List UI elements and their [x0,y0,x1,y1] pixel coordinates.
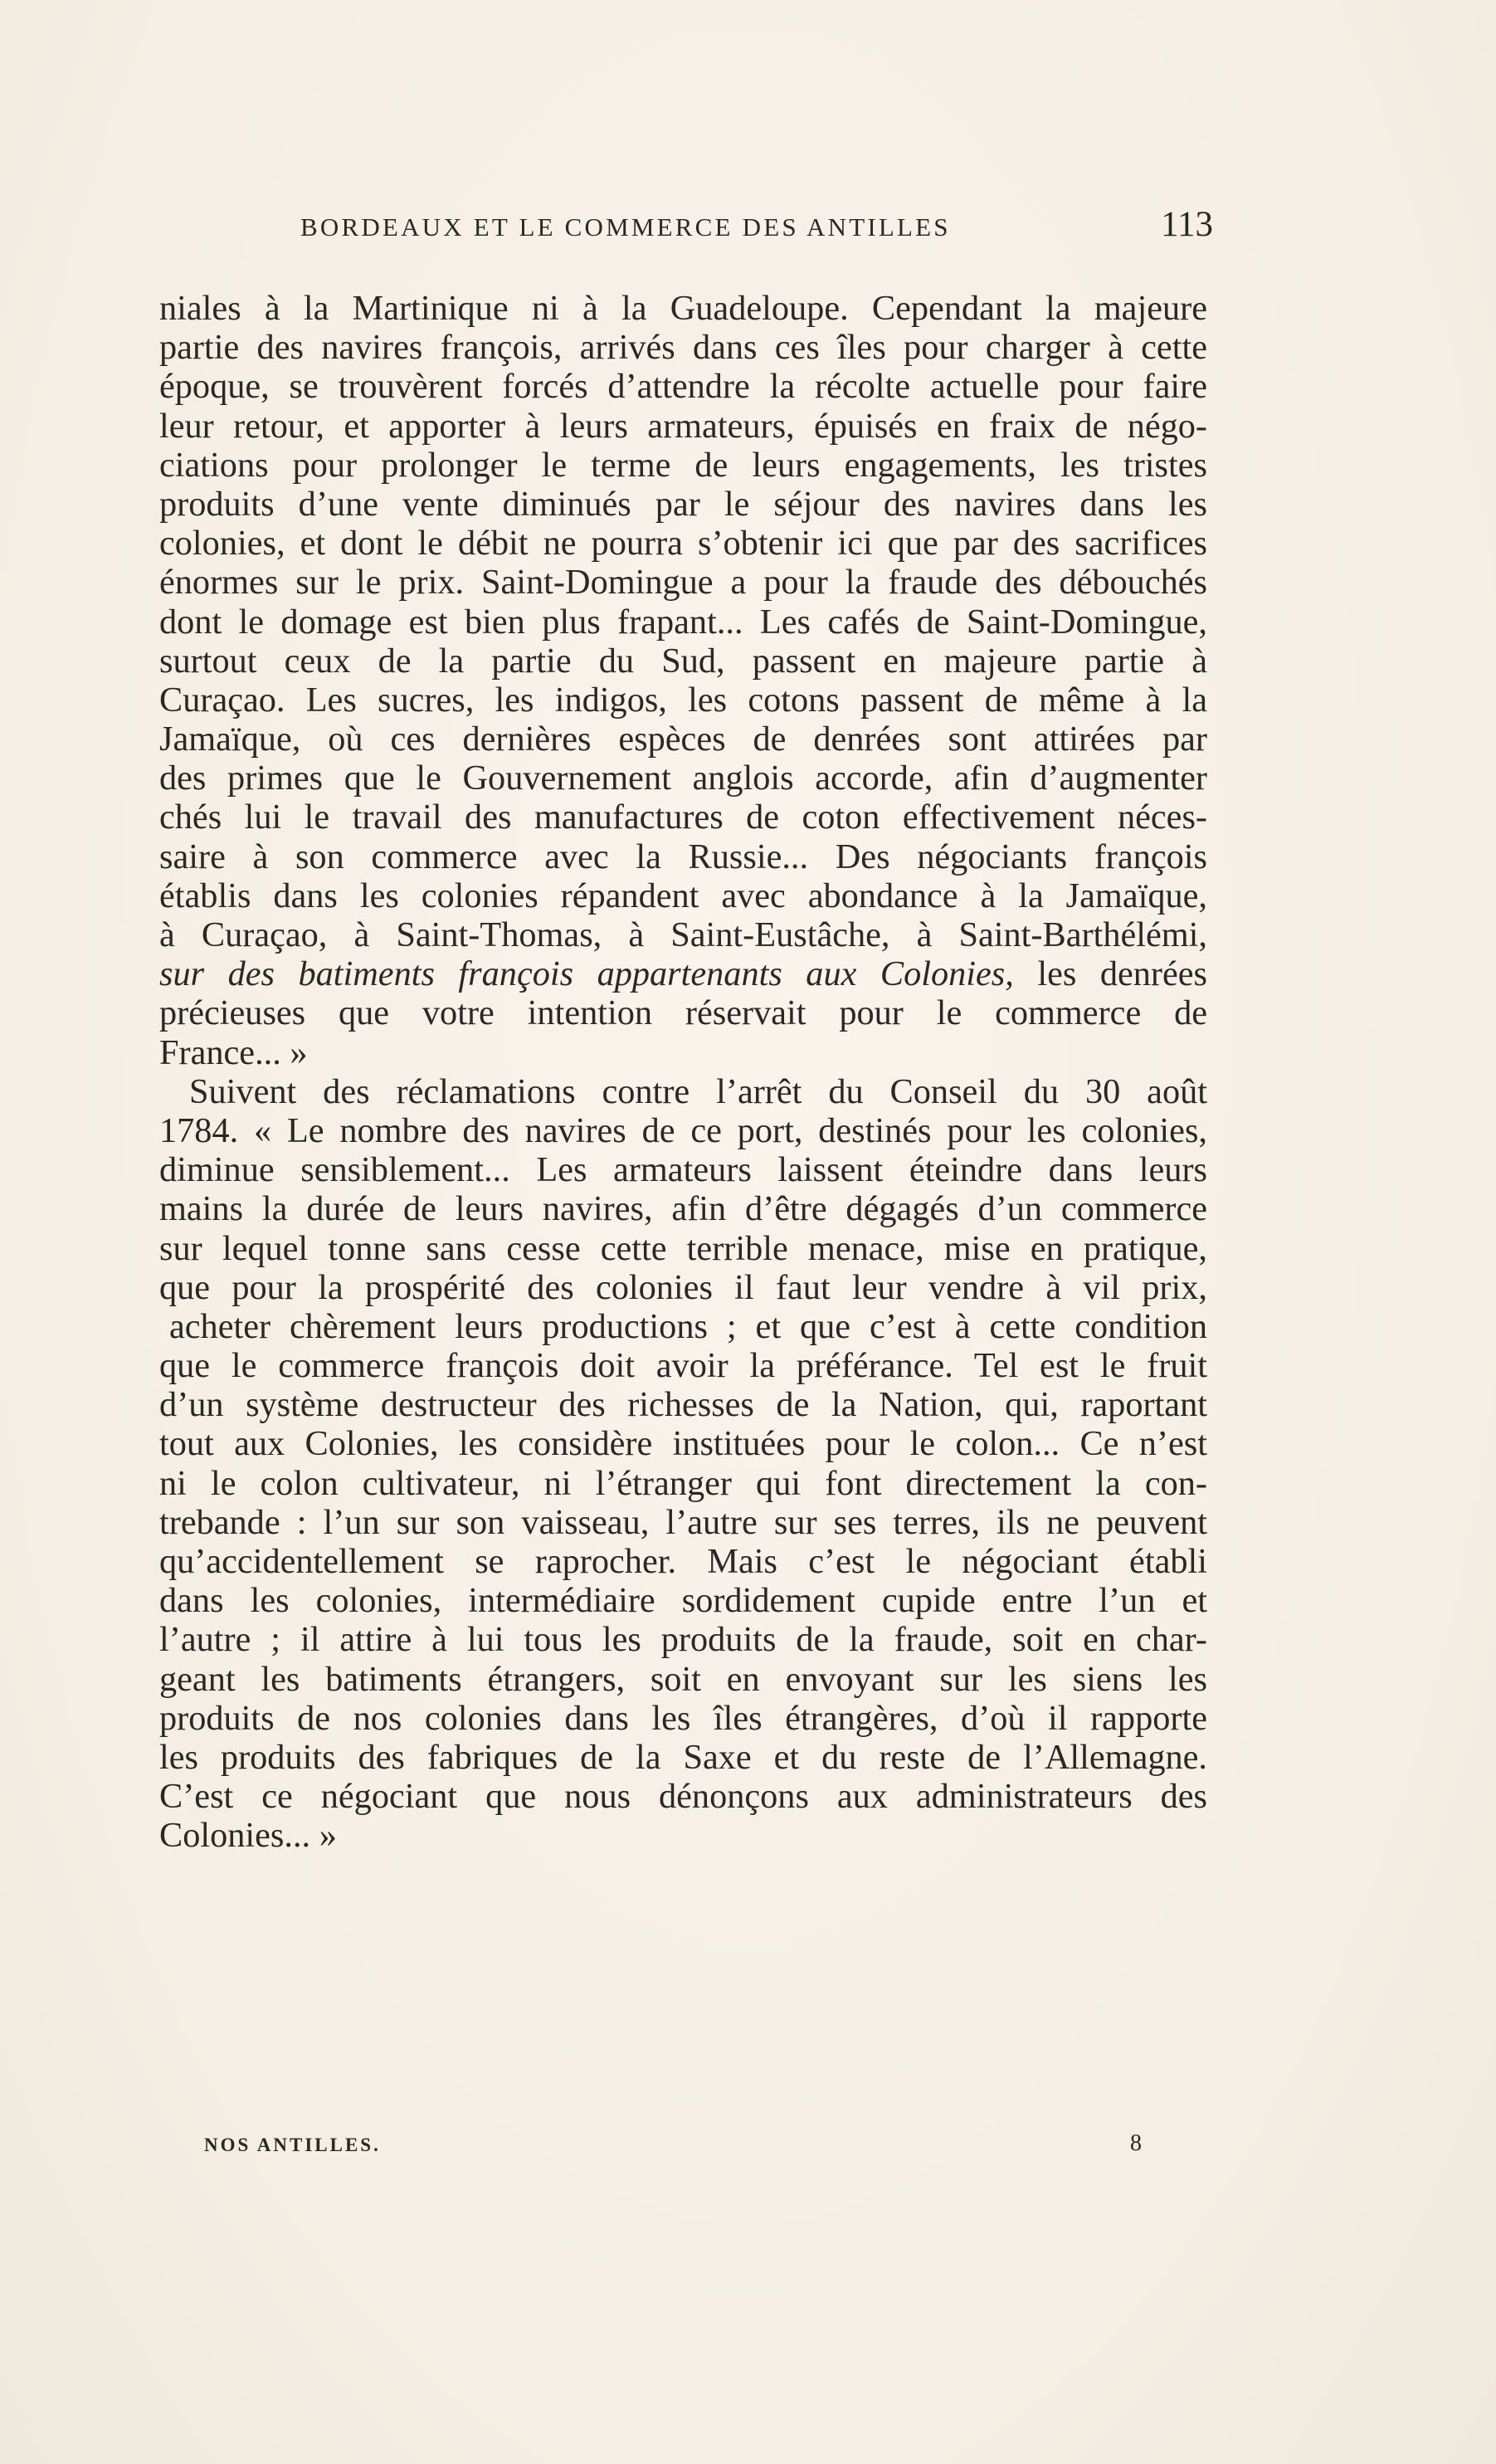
text-line-with-italic [159,954,1207,993]
text-line: énormes sur le prix. Saint-Domingue a pour la fraude des débouchés [159,563,1207,603]
text-line: France... » [159,1032,308,1072]
text-segment: les denrées [1013,954,1208,994]
text-line: Curaçao. Les sucres, les indigos, les cotons passent de même à la [159,680,1207,720]
text-line: précieuses que votre intention réservait pour le commerce de [159,993,1207,1033]
text-line: acheter chèrement leurs productions ; et que c’est à cette condition [169,1306,1207,1346]
text-line: tout aux Colonies, les considère instituées pour le colon... Ce n’est [159,1424,1207,1464]
text-line: surtout ceux de la partie du Sud, passent en majeure partie à [159,641,1207,681]
text-line: 1784. « Le nombre des navires de ce port, destinés pour les colonies, [159,1110,1207,1150]
signature-number: 8 [1130,2130,1142,2156]
running-title: BORDEAUX ET LE COMMERCE DES ANTILLES [300,212,951,242]
text-line: colonies, et dont le débit ne pourra s’obtenir ici que par des sacrifices [159,524,1207,564]
text-line: les produits des fabriques de la Saxe et du reste de l’Allemagne. [159,1737,1207,1777]
text-line: mains la durée de leurs navires, afin d’être dégagés d’un commerce [159,1189,1207,1229]
text-line: des primes que le Gouvernement anglois accorde, afin d’augmenter [159,759,1207,798]
text-line: Jamaïque, où ces dernières espèces de denrées sont attirées par [159,720,1207,759]
body-text [159,289,1207,1856]
text-line: diminue sensiblement... Les armateurs laissent éteindre dans leurs [159,1150,1207,1190]
text-line: produits de nos colonies dans les îles étrangères, d’où il rapporte [159,1698,1207,1738]
text-line: produits d’une vente diminués par le séjour des navires dans les [159,484,1207,524]
text-line: dont le domage est bien plus frapant... Les cafés de Saint-Domingue, [159,602,1207,642]
text-line: geant les batiments étrangers, soit en envoyant sur les siens les [159,1659,1207,1699]
text-line: qu’accidentellement se raprocher. Mais c’est le négociant établi [159,1542,1207,1581]
text-line: niales à la Martinique ni à la Guadeloupe. Cependant la majeure [159,289,1207,328]
paragraph-start-line: Suivent des réclamations contre l’arrêt du Conseil du 30 août [189,1071,1207,1111]
text-line: Colonies... » [159,1816,337,1856]
text-line: leur retour, et apporter à leurs armateurs, épuisés en fraix de négo- [159,406,1207,446]
text-line: d’un système destructeur des richesses de la Nation, qui, raportant [159,1385,1207,1425]
text-line: à Curaçao, à Saint-Thomas, à Saint-Eustâche, à Saint-Barthélémi, [159,915,1207,954]
text-line: ni le colon cultivateur, ni l’étranger qui font directement la con- [159,1463,1207,1503]
printer-signature: NOS ANTILLES. [204,2135,381,2155]
text-line: époque, se trouvèrent forcés d’attendre la récolte actuelle pour faire [159,367,1207,407]
text-line: C’est ce négociant que nous dénonçons aux administrateurs des [159,1777,1207,1817]
text-line: saire à son commerce avec la Russie... Des négociants françois [159,837,1207,876]
text-line: que pour la prospérité des colonies il faut leur vendre à vil prix, [159,1267,1207,1307]
text-line: établis dans les colonies répandent avec abondance à la Jamaïque, [159,876,1207,915]
italic-phrase: sur des batiments françois appartenants aux Colonies, [159,954,1014,994]
text-line: ciations pour prolonger le terme de leurs engagements, les tristes [159,445,1207,485]
text-line: trebande : l’un sur son vaisseau, l’autre sur ses terres, ils ne peuvent [159,1502,1207,1542]
text-line: l’autre ; il attire à lui tous les produits de la fraude, soit en char- [159,1620,1207,1660]
running-head [300,204,1213,251]
text-line: partie des navires françois, arrivés dans ces îles pour charger à cette [159,328,1207,368]
footer [204,2130,1142,2168]
text-line: que le commerce françois doit avoir la préférance. Tel est le fruit [159,1346,1207,1386]
text-line: chés lui le travail des manufactures de coton effectivement néces- [159,798,1207,837]
page-number: 113 [1161,205,1213,244]
text-line: sur lequel tonne sans cesse cette terrible menace, mise en pratique, [159,1228,1207,1268]
text-line: dans les colonies, intermédiaire sordidement cupide entre l’un et [159,1581,1207,1621]
